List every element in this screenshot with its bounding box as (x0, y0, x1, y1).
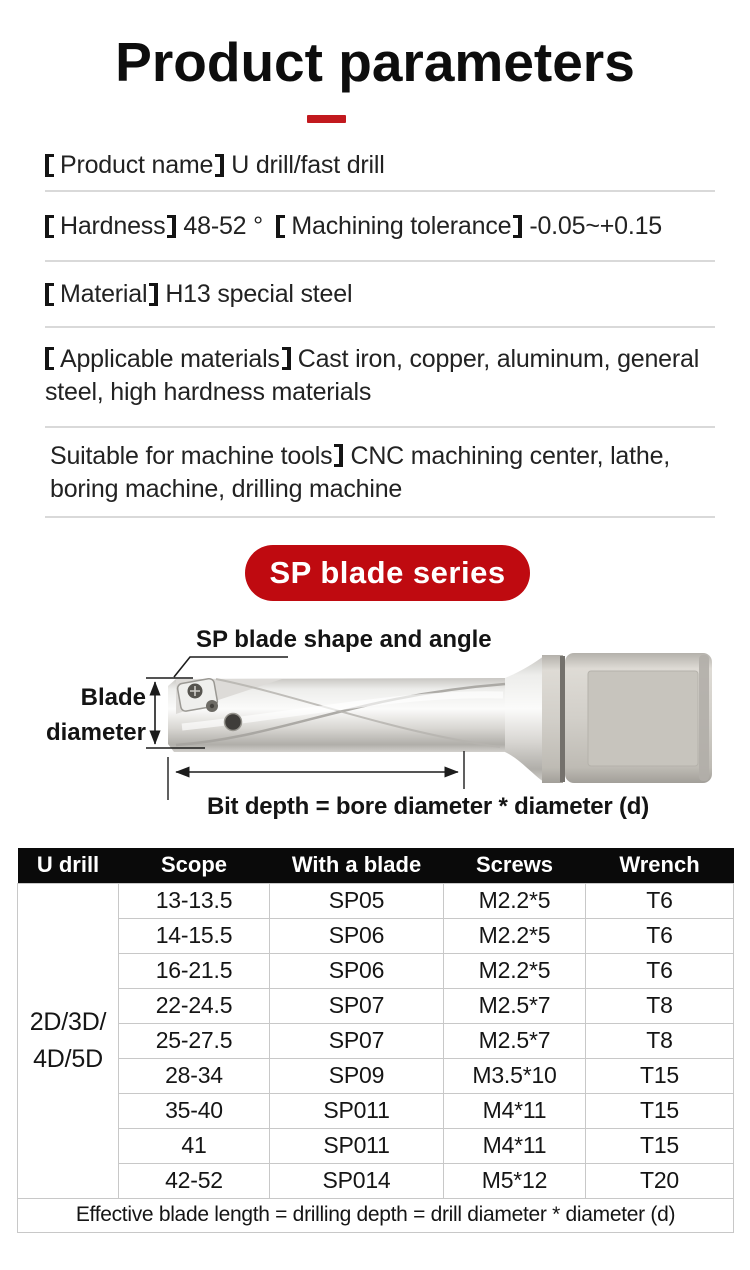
lenticular-bracket-close-icon (215, 154, 224, 177)
spec-value: CNC machining center, lathe, boring machine, drilling machine (50, 442, 677, 503)
cell-blade: SP011 (270, 1128, 444, 1163)
cell-scope: 25-27.5 (119, 1023, 270, 1058)
callout-line (174, 657, 288, 677)
spec-row-material (45, 262, 715, 328)
table-row (18, 1093, 734, 1128)
drill-shank (505, 653, 712, 783)
table-footer-note: Effective blade length = drilling depth = drill diameter * diameter (d) (18, 1198, 734, 1232)
table-row (18, 918, 734, 953)
table-row (18, 1023, 734, 1058)
cell-blade: SP07 (270, 988, 444, 1023)
udrill-merged-cell: 2D/3D/ 4D/5D (18, 883, 119, 1198)
spec-row-product-name (45, 140, 715, 192)
lenticular-bracket-close-icon (334, 444, 343, 467)
spec-label: Applicable materials (60, 345, 280, 373)
lenticular-bracket-close-icon (282, 347, 291, 370)
table-row (18, 1163, 734, 1198)
spec-row-applicable-materials (45, 328, 715, 428)
cell-screws: M4*11 (444, 1128, 586, 1163)
series-badge-label: SP blade series (269, 555, 506, 590)
spec-row-hardness-tolerance (45, 192, 715, 262)
lenticular-bracket-open-icon (45, 215, 54, 238)
header-wrench: Wrench (586, 848, 734, 883)
drill-flute-body (168, 678, 505, 752)
header-scope: Scope (119, 848, 270, 883)
lenticular-bracket-open-icon (276, 215, 285, 238)
cell-screws: M2.2*5 (444, 883, 586, 918)
spec-label: Material (60, 279, 148, 308)
cell-blade: SP011 (270, 1093, 444, 1128)
cell-scope: 28-34 (119, 1058, 270, 1093)
cell-scope: 42-52 (119, 1163, 270, 1198)
table-header-row (18, 848, 734, 883)
cell-screws: M4*11 (444, 1093, 586, 1128)
cell-blade: SP06 (270, 953, 444, 988)
cell-scope: 14-15.5 (119, 918, 270, 953)
blade-diameter-label: Blade diameter (45, 684, 146, 746)
cell-screws: M2.5*7 (444, 1023, 586, 1058)
header-screws: Screws (444, 848, 586, 883)
cell-wrench: T6 (586, 918, 734, 953)
header-udrill: U drill (18, 848, 119, 883)
lenticular-bracket-open-icon (45, 347, 54, 370)
spec-label: Machining tolerance (291, 211, 512, 240)
spec-label: Hardness (60, 211, 166, 240)
spec-list (45, 140, 715, 518)
cell-blade: SP09 (270, 1058, 444, 1093)
cell-wrench: T6 (586, 953, 734, 988)
series-badge (245, 545, 530, 601)
spec-label: Suitable for machine tools (50, 442, 333, 470)
table-row (18, 883, 734, 918)
lenticular-bracket-open-icon (45, 154, 54, 177)
page-title: Product parameters (115, 31, 635, 93)
cell-screws: M3.5*10 (444, 1058, 586, 1093)
cell-scope: 16-21.5 (119, 953, 270, 988)
cell-wrench: T15 (586, 1093, 734, 1128)
cell-wrench: T20 (586, 1163, 734, 1198)
spec-value: U drill/fast drill (231, 150, 385, 179)
spec-value: 48-52 ° (183, 211, 277, 240)
cell-screws: M5*12 (444, 1163, 586, 1198)
spec-label: Product name (60, 150, 214, 179)
table-row (18, 953, 734, 988)
cell-blade: SP014 (270, 1163, 444, 1198)
cell-scope: 35-40 (119, 1093, 270, 1128)
lenticular-bracket-close-icon (167, 215, 176, 238)
bit-depth-label: Bit depth = bore diameter * diameter (d) (206, 793, 650, 820)
cell-wrench: T6 (586, 883, 734, 918)
header-blade: With a blade (270, 848, 444, 883)
cell-blade: SP05 (270, 883, 444, 918)
spec-row-machine-tools (45, 428, 715, 518)
table-row (18, 988, 734, 1023)
table-row (18, 1058, 734, 1093)
cell-wrench: T15 (586, 1058, 734, 1093)
spec-value: Cast iron, copper, aluminum, general steel, high hardness materials (45, 345, 706, 406)
blade-shape-callout-label: SP blade shape and angle (196, 626, 492, 653)
title-accent-bar (307, 115, 346, 123)
lenticular-bracket-open-icon (45, 283, 54, 306)
cell-screws: M2.2*5 (444, 918, 586, 953)
cell-wrench: T8 (586, 1023, 734, 1058)
cell-screws: M2.2*5 (444, 953, 586, 988)
table-footer-row (18, 1198, 734, 1232)
cell-wrench: T8 (586, 988, 734, 1023)
spec-value: -0.05~+0.15 (529, 211, 662, 240)
cell-screws: M2.5*7 (444, 988, 586, 1023)
cell-scope: 41 (119, 1128, 270, 1163)
lenticular-bracket-close-icon (149, 283, 158, 306)
cell-blade: SP06 (270, 918, 444, 953)
cell-scope: 22-24.5 (119, 988, 270, 1023)
table-row (18, 1128, 734, 1163)
cell-wrench: T15 (586, 1128, 734, 1163)
lenticular-bracket-close-icon (513, 215, 522, 238)
spec-value: H13 special steel (165, 279, 353, 308)
cell-blade: SP07 (270, 1023, 444, 1058)
cell-scope: 13-13.5 (119, 883, 270, 918)
spec-table (17, 848, 734, 1233)
